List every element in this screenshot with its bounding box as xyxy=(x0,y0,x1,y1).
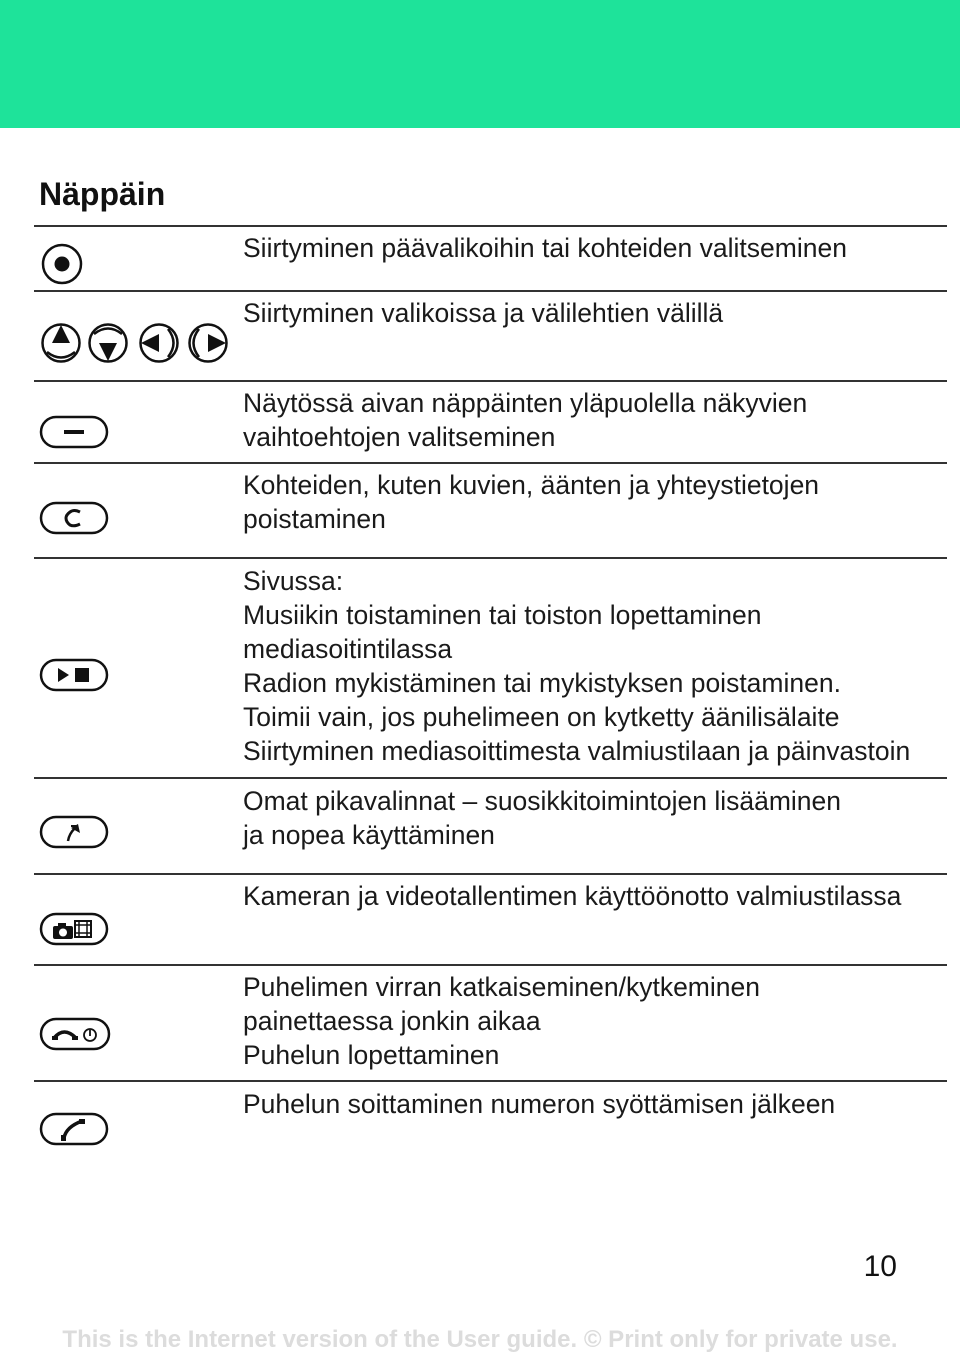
footer-watermark: This is the Internet version of the User guide. © Print only for private use. xyxy=(62,1326,898,1353)
shortcut-key-icon xyxy=(38,814,112,852)
row-divider xyxy=(34,557,947,559)
description-line: Siirtyminen mediasoittimesta valmiustilaan ja päinvastoin xyxy=(243,736,911,766)
table-top-rule xyxy=(34,225,947,227)
description-line: Sivussa: xyxy=(243,566,344,596)
description-line: Toimii vain, jos puhelimeen on kytketty äänilisälaite xyxy=(243,702,840,732)
row-divider xyxy=(34,873,947,875)
description-line: ja nopea käyttäminen xyxy=(243,820,495,850)
description-line: Radion mykistäminen tai mykistyksen poistaminen. xyxy=(243,668,841,698)
description-line: painettaessa jonkin aikaa xyxy=(243,1006,541,1036)
key-description xyxy=(243,386,943,454)
description-line: Kameran ja videotallentimen käyttöönotto valmiustilassa xyxy=(243,881,902,911)
camera-key-icon xyxy=(38,910,112,950)
description-line: mediasoitintilassa xyxy=(243,634,453,664)
key-description xyxy=(243,564,943,768)
selection-key-icon xyxy=(38,414,112,452)
description-line: vaihtoehtojen valitseminen xyxy=(243,422,556,452)
clear-key-icon xyxy=(38,500,112,538)
navigation-keys-icon xyxy=(38,319,234,367)
center-select-key-icon xyxy=(38,241,88,287)
call-key-icon xyxy=(38,1111,112,1149)
description-line: Puhelimen virran katkaiseminen/kytkeminen xyxy=(243,972,760,1002)
end-power-key-icon xyxy=(38,1016,114,1054)
row-divider xyxy=(34,380,947,382)
key-description xyxy=(243,879,943,913)
description-line: Musiikin toistaminen tai toiston lopettaminen xyxy=(243,600,762,630)
play-stop-key-icon xyxy=(38,657,112,695)
description-line: Kohteiden, kuten kuvien, äänten ja yhteystietojen xyxy=(243,470,820,500)
row-divider xyxy=(34,777,947,779)
row-divider xyxy=(34,290,947,292)
description-line: Puhelun lopettaminen xyxy=(243,1040,500,1070)
row-divider xyxy=(34,462,947,464)
row-divider xyxy=(34,1080,947,1082)
description-line: poistaminen xyxy=(243,504,386,534)
description-line: Omat pikavalinnat – suosikkitoimintojen lisääminen xyxy=(243,786,842,816)
row-divider xyxy=(34,964,947,966)
description-line: Näytössä aivan näppäinten yläpuolella näkyvien xyxy=(243,388,808,418)
navigate-left-icon xyxy=(141,325,178,362)
description-line: Siirtyminen päävalikoihin tai kohteiden valitseminen xyxy=(243,233,847,263)
section-heading: Näppäin xyxy=(39,176,166,212)
description-line: Siirtyminen valikoissa ja välilehtien välillä xyxy=(243,298,724,328)
key-description xyxy=(243,468,943,536)
navigate-down-icon xyxy=(90,325,127,362)
key-description xyxy=(243,231,943,265)
description-line: Puhelun soittaminen numeron syöttämisen jälkeen xyxy=(243,1089,836,1119)
navigate-right-icon xyxy=(190,325,227,362)
key-description xyxy=(243,1087,943,1121)
key-description xyxy=(243,296,943,330)
key-description xyxy=(243,970,943,1072)
key-description xyxy=(243,784,943,852)
header-color-band xyxy=(0,0,960,128)
navigate-up-icon xyxy=(43,325,80,362)
page-number: 10 xyxy=(863,1250,897,1283)
